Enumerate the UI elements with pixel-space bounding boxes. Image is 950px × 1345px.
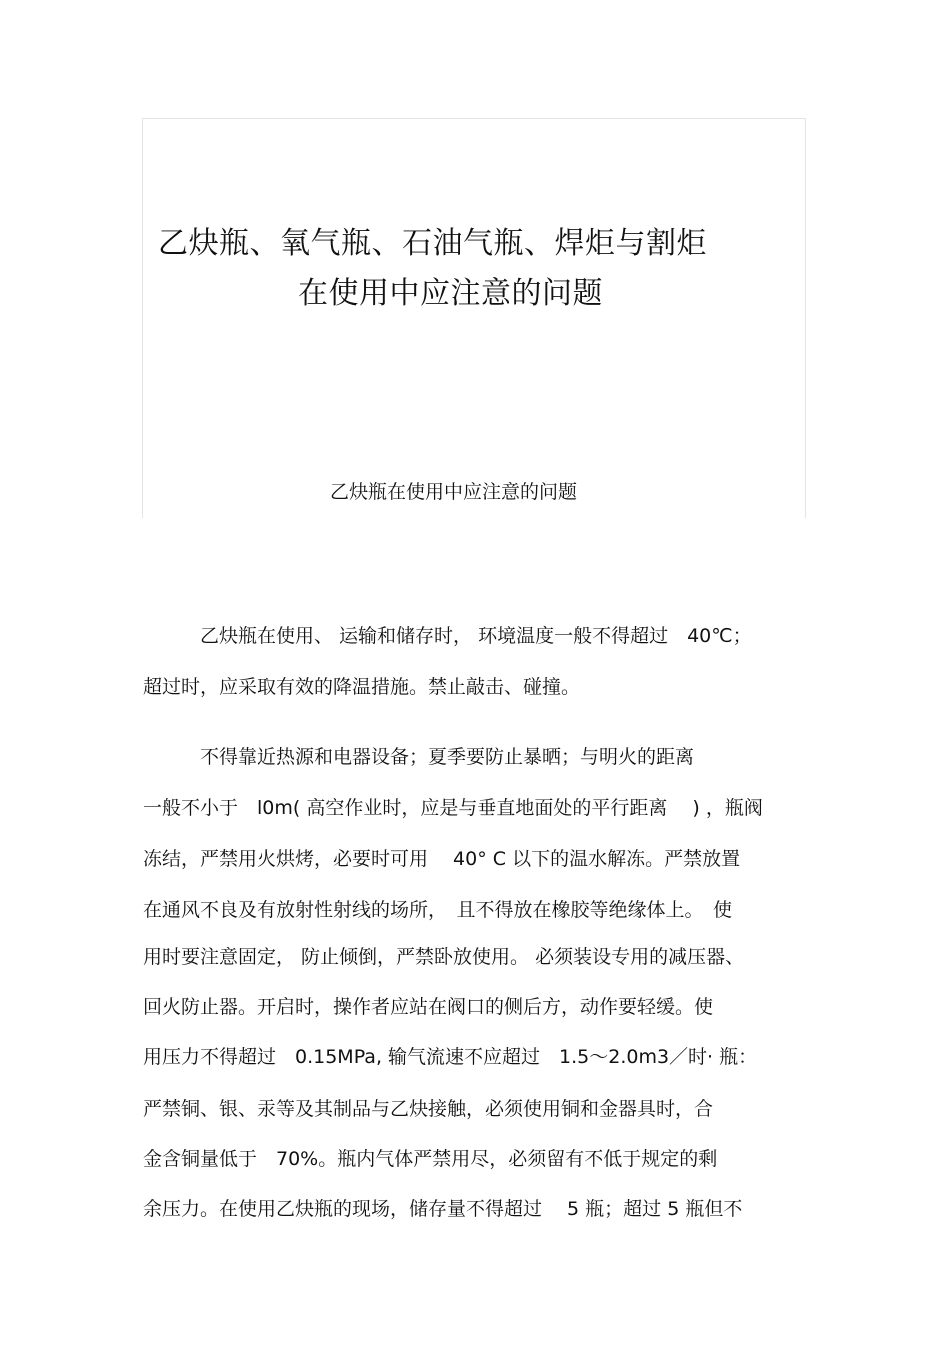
paragraph-line: 不得靠近热源和电器设备；夏季要防止暴晒；与明火的距离	[143, 746, 695, 768]
paragraph-line: 回火防止器。开启时，操作者应站在阀口的侧后方，动作要轻缓。使	[143, 996, 714, 1018]
paragraph-line: 一般不小于 l0m( 高空作业时，应是与垂直地面处的平行距离 ) ，瓶阀	[143, 797, 763, 819]
paragraph-line: 乙炔瓶在使用、 运输和储存时， 环境温度一般不得超过 40℃；	[143, 625, 752, 647]
document-title-line-1: 乙炔瓶、氧气瓶、石油气瓶、焊炬与割炬	[158, 226, 707, 261]
paragraph-line: 严禁铜、银、汞等及其制品与乙炔接触，必须使用铜和金器具时，合	[143, 1098, 714, 1120]
paragraph-line: 余压力。在使用乙炔瓶的现场，储存量不得超过 5 瓶；超过 5 瓶但不	[143, 1198, 743, 1220]
paragraph-line: 金含铜量低于 70%。瓶内气体严禁用尽，必须留有不低于规定的剩	[143, 1148, 718, 1170]
cover-frame	[142, 118, 806, 518]
paragraph-line: 冻结，严禁用火烘烤，必要时可用 40° C 以下的温水解冻。严禁放置	[143, 848, 741, 870]
paragraph-line: 用时要注意固定， 防止倾倒，严禁卧放使用。 必须装设专用的减压器、	[143, 946, 745, 968]
document-title-line-2: 在使用中应注意的问题	[298, 276, 603, 311]
paragraph-line: 在通风不良及有放射性射线的场所， 且不得放在橡胶等绝缘体上。 使	[143, 899, 733, 921]
paragraph-line: 用压力不得超过 0.15MPa, 输气流速不应超过 1.5～2.0m3／时· 瓶：	[143, 1046, 758, 1068]
paragraph-line: 超过时，应采取有效的降温措施。禁止敲击、碰撞。	[143, 676, 581, 698]
section-heading: 乙炔瓶在使用中应注意的问题	[330, 481, 578, 503]
